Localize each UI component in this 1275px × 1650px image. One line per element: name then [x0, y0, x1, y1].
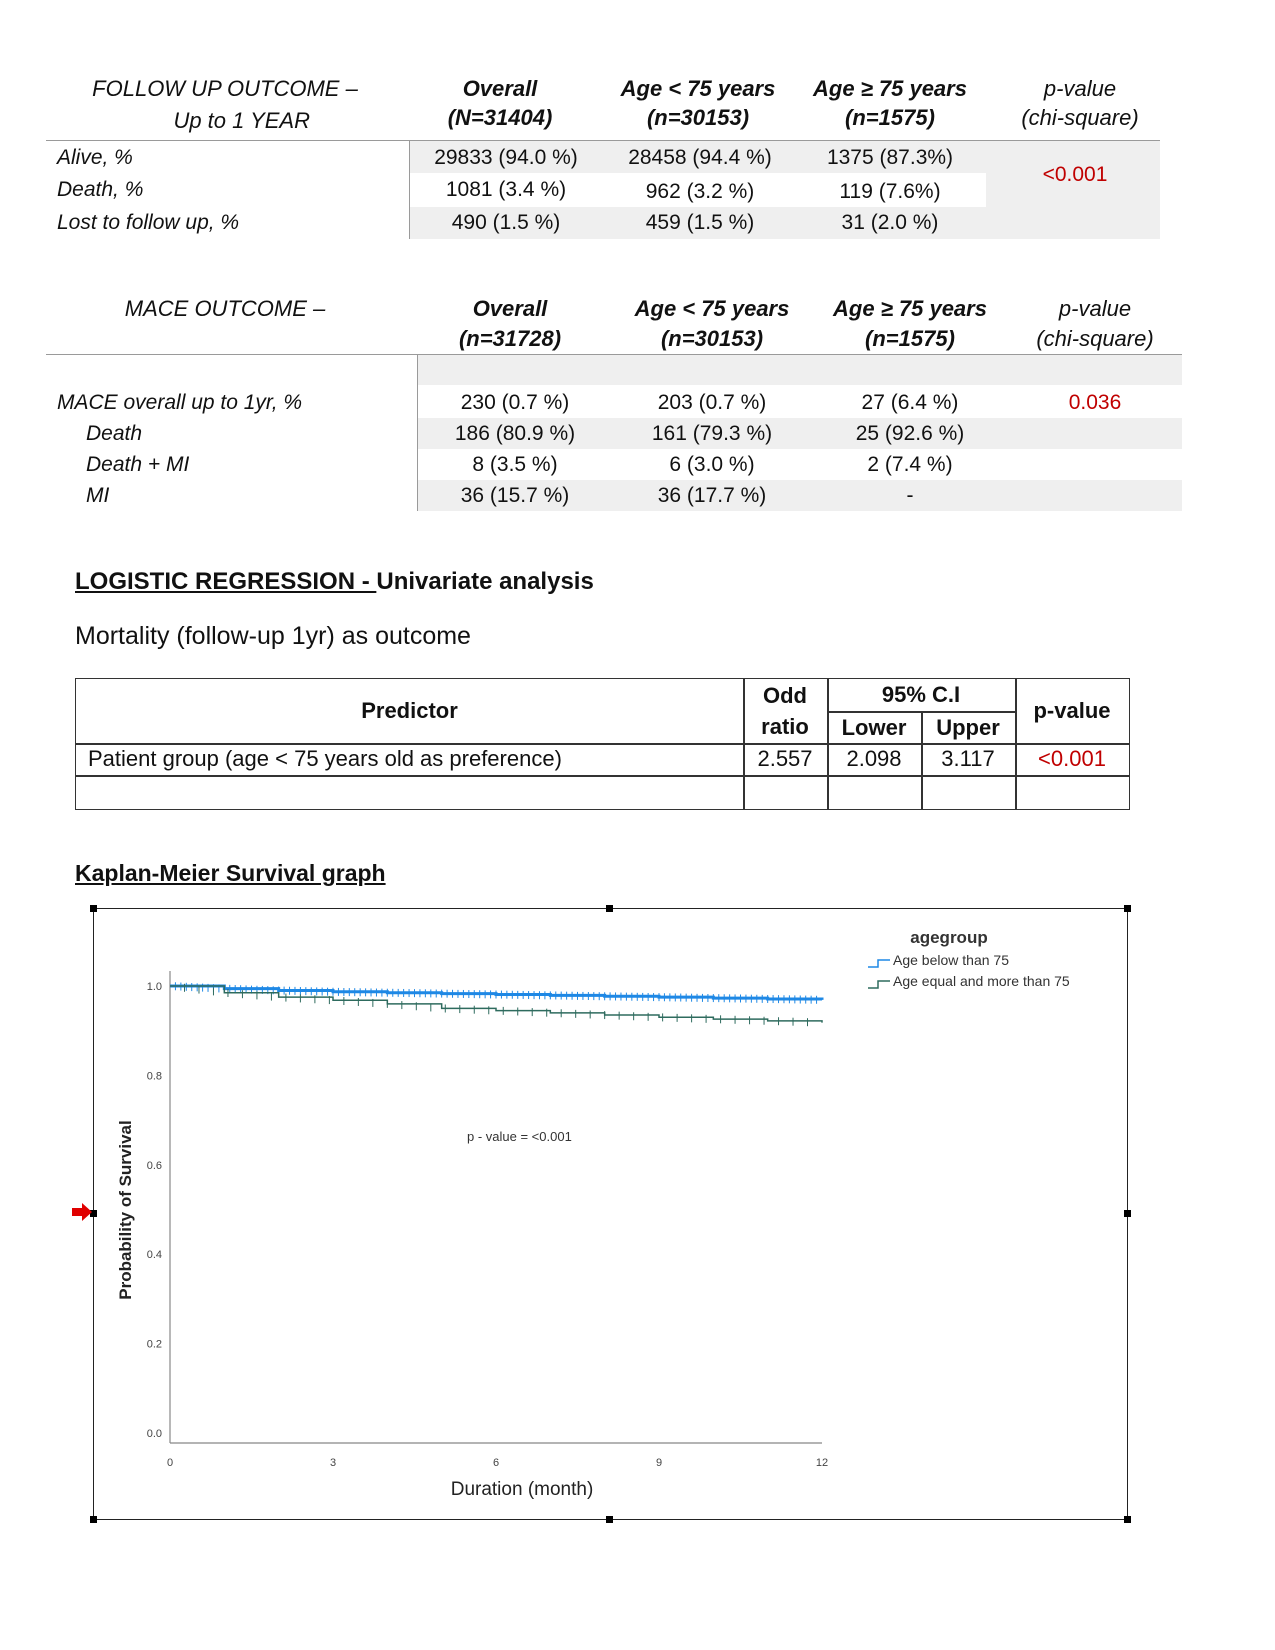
mace-cell: 2 (7.4 %) — [867, 453, 953, 476]
followup-cell: 31 (2.0 %) — [841, 211, 939, 234]
x-tick-label: 12 — [815, 1457, 829, 1469]
followup-col-pvalue: p-value — [1043, 76, 1117, 101]
followup-pvalue: <0.001 — [1042, 163, 1108, 186]
followup-cell: 29833 (94.0 %) — [434, 146, 578, 169]
lr-odd-ratio: 2.557 — [757, 746, 813, 771]
lr-header-ratio: ratio — [761, 714, 809, 739]
mace-row-label: MACE overall up to 1yr, % — [57, 391, 303, 414]
legend-item-ge75: Age equal and more than 75 — [893, 973, 1070, 989]
followup-col-ge75-n: (n=1575) — [845, 105, 935, 130]
mace-col-ge75: Age ≥ 75 years — [833, 296, 987, 321]
mace-col-lt75-n: (n=30153) — [660, 326, 764, 351]
lr-pvalue: <0.001 — [1038, 746, 1106, 771]
logistic-table — [75, 678, 1130, 810]
lr-lower: 2.098 — [846, 746, 902, 771]
y-tick-label: 0.6 — [146, 1159, 162, 1172]
legend-swatch — [868, 960, 890, 967]
followup-cell: 28458 (94.4 %) — [628, 146, 772, 169]
followup-cell: 459 (1.5 %) — [645, 211, 755, 234]
km-chart — [95, 910, 1125, 1516]
y-tick-label: 0.0 — [146, 1428, 162, 1440]
mace-col-pvalue: p-value — [1058, 296, 1132, 321]
logistic-title — [75, 568, 594, 596]
followup-col-overall-n: (N=31404) — [447, 105, 553, 130]
mace-cell: 25 (92.6 %) — [855, 422, 965, 445]
logistic-subtitle: Mortality (follow-up 1yr) as outcome — [75, 622, 471, 650]
lr-upper: 3.117 — [941, 746, 995, 771]
followup-title-line1: FOLLOW UP OUTCOME – — [92, 76, 358, 101]
lr-predictor: Patient group (age < 75 years old as preference) — [88, 746, 562, 771]
x-tick-label: 6 — [492, 1457, 500, 1469]
p-value-annotation: p - value = <0.001 — [467, 1129, 572, 1144]
followup-col-overall: Overall — [462, 76, 538, 101]
mace-col-pvalue-method: (chi-square) — [1036, 326, 1154, 351]
followup-cell: 962 (3.2 %) — [645, 180, 755, 203]
logistic-title-part1: LOGISTIC REGRESSION - — [75, 568, 377, 595]
mace-cell: 161 (79.3 %) — [651, 422, 773, 445]
mace-cell: 27 (6.4 %) — [861, 391, 959, 414]
x-tick-label: 3 — [329, 1457, 337, 1469]
followup-cell: 490 (1.5 %) — [451, 211, 561, 234]
resize-handle[interactable] — [1124, 1210, 1131, 1217]
legend-item-lt75: Age below than 75 — [893, 952, 1009, 968]
resize-handle[interactable] — [90, 1516, 97, 1523]
lr-header-pvalue: p-value — [1033, 698, 1111, 723]
mace-title: MACE OUTCOME – — [124, 296, 326, 321]
mace-row-label: Death — [86, 422, 143, 445]
mace-cell: 203 (0.7 %) — [657, 391, 767, 414]
mace-row-label: MI — [86, 484, 110, 507]
followup-col-ge75: Age ≥ 75 years — [813, 76, 967, 101]
km-title — [75, 860, 386, 887]
y-tick-label: 0.4 — [146, 1249, 162, 1262]
resize-handle[interactable] — [1124, 905, 1131, 912]
lr-header-ci: 95% C.I — [881, 682, 961, 707]
followup-row-label: Lost to follow up, % — [57, 211, 240, 234]
mace-cell: 6 (3.0 %) — [669, 453, 755, 476]
followup-row-label: Death, % — [57, 178, 144, 201]
red-arrow-icon — [72, 1203, 94, 1221]
lr-header-predictor: Predictor — [361, 698, 458, 723]
legend-swatch — [868, 981, 890, 988]
mace-row-label: Death + MI — [86, 453, 190, 476]
followup-cell: 119 (7.6%) — [839, 180, 941, 203]
followup-title-line2: Up to 1 YEAR — [173, 108, 310, 133]
mace-cell: 186 (80.9 %) — [454, 422, 576, 445]
lr-header-upper: Upper — [936, 715, 1000, 740]
mace-cell: - — [906, 484, 914, 507]
followup-col-pvalue-method: (chi-square) — [1021, 105, 1139, 130]
mace-cell: 8 (3.5 %) — [472, 453, 558, 476]
legend-title: agegroup — [910, 928, 988, 947]
x-tick-label: 0 — [166, 1457, 174, 1469]
y-tick-label: 0.2 — [146, 1338, 162, 1351]
mace-col-ge75-n: (n=1575) — [865, 326, 955, 351]
y-tick-label: 1.0 — [146, 981, 162, 993]
mace-col-overall: Overall — [472, 296, 548, 321]
followup-col-lt75-n: (n=30153) — [646, 105, 750, 130]
followup-cell: 1375 (87.3%) — [826, 146, 954, 169]
followup-row-label: Alive, % — [57, 146, 133, 169]
x-axis-label: Duration (month) — [450, 1479, 594, 1500]
mace-pvalue: 0.036 — [1068, 391, 1122, 414]
y-axis-label: Probability of Survival — [116, 1120, 135, 1300]
x-tick-label: 9 — [655, 1457, 663, 1469]
mace-cell: 230 (0.7 %) — [460, 391, 570, 414]
resize-handle[interactable] — [1124, 1516, 1131, 1523]
mace-col-lt75: Age < 75 years — [634, 296, 790, 321]
mace-cell: 36 (17.7 %) — [657, 484, 767, 507]
lr-header-odd: Odd — [763, 683, 807, 708]
km-title-text: Kaplan-Meier Survival graph — [75, 860, 386, 886]
logistic-title-part2: Univariate analysis — [376, 568, 594, 595]
lr-header-lower: Lower — [841, 715, 907, 740]
y-tick-label: 0.8 — [146, 1070, 162, 1083]
km-plot-area — [147, 971, 828, 1469]
mace-cell: 36 (15.7 %) — [460, 484, 570, 507]
followup-cell: 1081 (3.4 %) — [445, 178, 567, 201]
followup-col-lt75: Age < 75 years — [620, 76, 776, 101]
mace-col-overall-n: (n=31728) — [458, 326, 562, 351]
resize-handle[interactable] — [606, 1516, 613, 1523]
